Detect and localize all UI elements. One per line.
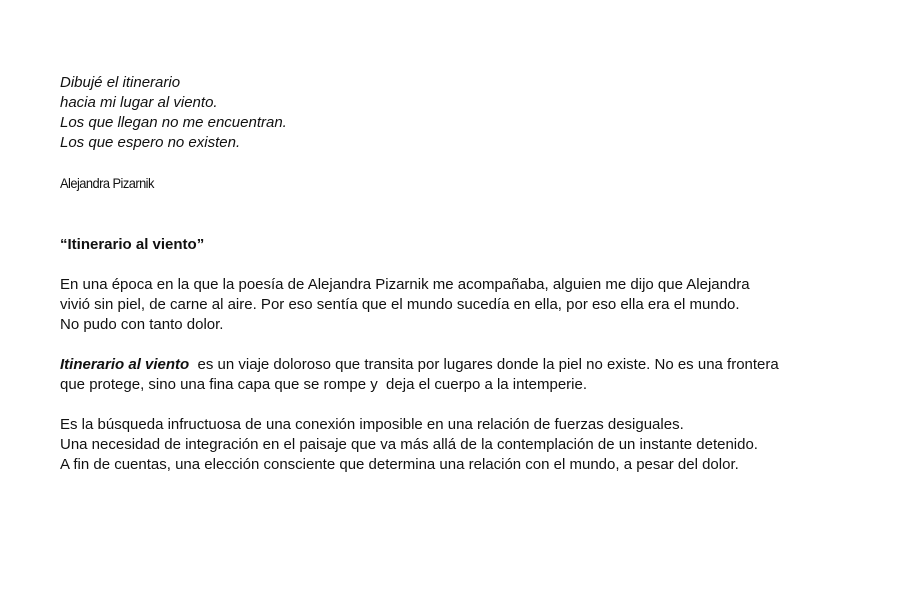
poem-line: Dibujé el itinerario bbox=[60, 74, 181, 91]
paragraph-2 bbox=[60, 355, 880, 395]
poem-line: hacia mi lugar al viento. bbox=[60, 94, 218, 111]
poem-block bbox=[60, 73, 880, 153]
paragraph-line: A fin de cuentas, una elección consciente que determina una relación con el mundo, a pesar del dolor. bbox=[60, 456, 739, 473]
paragraph-line-rest: es un viaje doloroso que transita por lugares donde la piel no existe. No es una frontera bbox=[189, 356, 779, 373]
paragraph-1 bbox=[60, 275, 880, 335]
poem-line: Los que llegan no me encuentran. bbox=[60, 114, 287, 131]
paragraph-line: que protege, sino una fina capa que se rompe y deja el cuerpo a la intemperie. bbox=[60, 376, 588, 393]
paragraph-line: Una necesidad de integración en el paisaje que va más allá de la contemplación de un instante detenido. bbox=[60, 436, 758, 453]
document-page bbox=[60, 73, 880, 475]
paragraph-line: Es la búsqueda infructuosa de una conexión imposible en una relación de fuerzas desiguales. bbox=[60, 416, 684, 433]
paragraph-line: En una época en la que la poesía de Alejandra Pizarnik me acompañaba, alguien me dijo que Alejandra bbox=[60, 276, 750, 293]
essay-title: “Itinerario al viento” bbox=[60, 236, 205, 253]
poem-line: Los que espero no existen. bbox=[60, 134, 241, 151]
work-title-emphasis: Itinerario al viento bbox=[60, 356, 190, 373]
paragraph-line: vivió sin piel, de carne al aire. Por eso sentía que el mundo sucedía en ella, por eso ella era el mundo. bbox=[60, 296, 740, 313]
paragraph-3 bbox=[60, 415, 880, 475]
poem-author: Alejandra Pizarnik bbox=[60, 175, 154, 191]
paragraph-line bbox=[60, 355, 880, 375]
paragraph-line: No pudo con tanto dolor. bbox=[60, 316, 224, 333]
